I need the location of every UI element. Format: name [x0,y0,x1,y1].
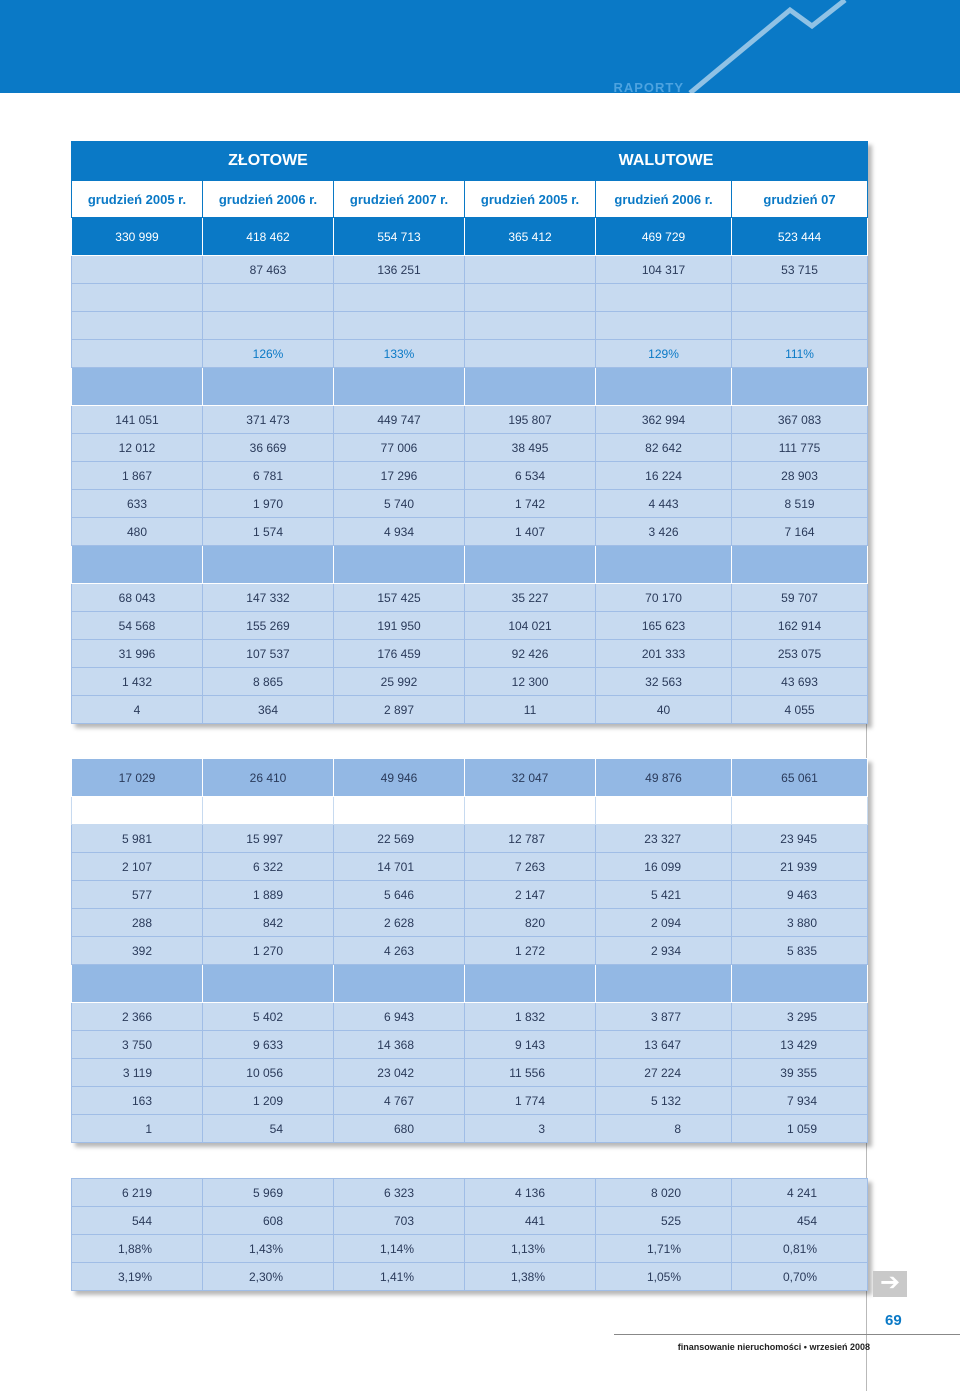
footer-divider [614,1334,960,1335]
table-cell: 8 519 [732,490,868,518]
table-cell: 4 241 [732,1179,868,1207]
table-cell: 3 295 [732,1003,868,1031]
table-cell: 608 [203,1207,334,1235]
table-cell: 8 [596,1115,732,1143]
table-cell: 126% [203,340,334,368]
table-cell: 1 574 [203,518,334,546]
table-cell: 16 099 [596,853,732,881]
table-cell: 5 646 [334,881,465,909]
table-row-blank [72,368,868,406]
table-cell: 454 [732,1207,868,1235]
table-cell [334,368,465,406]
table-cell: 133% [334,340,465,368]
table-cell [334,312,465,340]
table-cell: 5 402 [203,1003,334,1031]
table-cell: 23 327 [596,825,732,853]
table-cell: 3 426 [596,518,732,546]
table-row [72,462,868,490]
table-cell: 577 [72,881,203,909]
table-cell: grudzień 07 [732,181,868,218]
table-row [72,696,868,724]
table-cell: 525 [596,1207,732,1235]
table-cell: 65 061 [732,759,868,797]
table-cell: 1,43% [203,1235,334,1263]
table-cell: 147 332 [203,584,334,612]
table-cell: 2,30% [203,1263,334,1291]
table-cell: 129% [596,340,732,368]
table-row [72,490,868,518]
table-row [72,1059,868,1087]
table-cell: 5 132 [596,1087,732,1115]
table-cell [465,284,596,312]
table-cell: 5 835 [732,937,868,965]
table-cell: 162 914 [732,612,868,640]
table-row [72,1207,868,1235]
table-cell: 77 006 [334,434,465,462]
table-cell: 13 429 [732,1031,868,1059]
table-ratios [71,1178,868,1291]
table-cell: 9 463 [732,881,868,909]
table-cell: 680 [334,1115,465,1143]
table-row-blank [72,965,868,1003]
table-cell: 155 269 [203,612,334,640]
table-cell [203,368,334,406]
table-cell [596,546,732,584]
table-cell [465,965,596,1003]
table-cell: 16 224 [596,462,732,490]
table-cell: 27 224 [596,1059,732,1087]
table-row [72,1235,868,1263]
table-cell [596,312,732,340]
table-cell: grudzień 2006 r. [203,181,334,218]
table-row [72,406,868,434]
table-row-blank [72,797,868,825]
table-cell [72,284,203,312]
table-cell: 10 056 [203,1059,334,1087]
table-cell: 2 628 [334,909,465,937]
table-loans-main [71,141,868,724]
table-row [72,1031,868,1059]
table-cell [203,312,334,340]
table-cell: 6 322 [203,853,334,881]
table-row [72,340,868,368]
table-row [72,881,868,909]
table-cell: 82 642 [596,434,732,462]
table-cell: 1 209 [203,1087,334,1115]
table-cell: 5 421 [596,881,732,909]
table-cell: 136 251 [334,256,465,284]
table-cell [732,797,868,825]
table-cell [334,797,465,825]
table-cell [72,797,203,825]
table-cell: 70 170 [596,584,732,612]
table-cell: 104 317 [596,256,732,284]
table-cell: 3 877 [596,1003,732,1031]
table-cell: 49 876 [596,759,732,797]
table-cell: 26 410 [203,759,334,797]
table-cell: 54 [203,1115,334,1143]
table-cell: ZŁOTOWE [72,142,465,181]
table-cell: 441 [465,1207,596,1235]
table-cell: 2 934 [596,937,732,965]
table-cell: 39 355 [732,1059,868,1087]
table-cell [465,797,596,825]
table-cell: 6 219 [72,1179,203,1207]
table-cell: 111% [732,340,868,368]
table-cell [72,546,203,584]
table-row [72,584,868,612]
table-cell: 480 [72,518,203,546]
table-cell: 12 300 [465,668,596,696]
table-cell [334,965,465,1003]
table-cell: 87 463 [203,256,334,284]
table-cell: 7 263 [465,853,596,881]
table-cell: 3,19% [72,1263,203,1291]
table-cell: 9 633 [203,1031,334,1059]
table-cell: 163 [72,1087,203,1115]
table-cell: 1,05% [596,1263,732,1291]
table-cell: 1 774 [465,1087,596,1115]
table-cell [72,256,203,284]
table-cell: 1 832 [465,1003,596,1031]
header-band [0,0,960,93]
table-row [72,668,868,696]
table-cell: 32 047 [465,759,596,797]
table-cell [465,546,596,584]
table-cell: 38 495 [465,434,596,462]
table-cell: 11 556 [465,1059,596,1087]
table-row [72,853,868,881]
table-cell: 1 889 [203,881,334,909]
table-cell: 6 943 [334,1003,465,1031]
table-cell: 3 750 [72,1031,203,1059]
table-cell: 13 647 [596,1031,732,1059]
table-cell: 165 623 [596,612,732,640]
table-loans-second [71,758,868,1143]
table-cell: 4 136 [465,1179,596,1207]
table-cell: 554 713 [334,218,465,256]
table-cell: 6 781 [203,462,334,490]
table-cell: 4 767 [334,1087,465,1115]
table-cell [203,797,334,825]
table-cell [72,340,203,368]
table-cell: 3 119 [72,1059,203,1087]
section-label: RAPORTY [613,80,684,95]
table-cell: 288 [72,909,203,937]
table-cell: 392 [72,937,203,965]
table-cell [465,256,596,284]
table-cell: 449 747 [334,406,465,434]
table-cell: 5 969 [203,1179,334,1207]
table-cell: 68 043 [72,584,203,612]
table-row [72,759,868,797]
table-row [72,937,868,965]
table-row [72,434,868,462]
table-cell: 6 323 [334,1179,465,1207]
table-cell: 8 020 [596,1179,732,1207]
table-cell [465,368,596,406]
table-cell: 5 981 [72,825,203,853]
table-cell: 2 107 [72,853,203,881]
table-cell: 633 [72,490,203,518]
table-cell: 31 996 [72,640,203,668]
table-cell: grudzień 2005 r. [465,181,596,218]
table-row-blank [72,284,868,312]
table-cell: 141 051 [72,406,203,434]
table-cell: 23 945 [732,825,868,853]
table-cell: 54 568 [72,612,203,640]
table-cell: 1 407 [465,518,596,546]
page-number: 69 [885,1312,902,1329]
table-cell: 4 443 [596,490,732,518]
table-cell [203,546,334,584]
table-cell [465,340,596,368]
table-cell: 157 425 [334,584,465,612]
table-cell: 25 992 [334,668,465,696]
table-cell: 4 934 [334,518,465,546]
table-row [72,1115,868,1143]
table-cell: 418 462 [203,218,334,256]
table-cell [334,546,465,584]
table-cell: 53 715 [732,256,868,284]
arrow-right-icon: ➔ [879,1268,901,1296]
table-cell: 1 [72,1115,203,1143]
table-cell: 22 569 [334,825,465,853]
table-row [72,1003,868,1031]
table-cell: 36 669 [203,434,334,462]
table-cell [596,368,732,406]
table-cell: 107 537 [203,640,334,668]
table-cell: 2 897 [334,696,465,724]
table-row-blank [72,312,868,340]
table-cell: 1,14% [334,1235,465,1263]
table-cell: 330 999 [72,218,203,256]
table-cell: 2 094 [596,909,732,937]
table-row-blank [72,546,868,584]
table-cell: 2 147 [465,881,596,909]
table-cell: 49 946 [334,759,465,797]
table-row [72,1087,868,1115]
table-cell [596,284,732,312]
table-cell: 7 164 [732,518,868,546]
table-cell [203,284,334,312]
table-row [72,909,868,937]
table-cell: 23 042 [334,1059,465,1087]
table-cell: 195 807 [465,406,596,434]
table-cell: 7 934 [732,1087,868,1115]
table-cell: 371 473 [203,406,334,434]
table-cell: grudzień 2005 r. [72,181,203,218]
table-cell [732,546,868,584]
table-cell: 364 [203,696,334,724]
table-cell: 3 880 [732,909,868,937]
table-cell: grudzień 2006 r. [596,181,732,218]
table-cell: 1 742 [465,490,596,518]
table-cell: 15 997 [203,825,334,853]
table-cell [72,312,203,340]
table-cell: 12 012 [72,434,203,462]
table-cell: 111 775 [732,434,868,462]
table-cell: 5 740 [334,490,465,518]
table-cell: 1,13% [465,1235,596,1263]
table-cell: 3 [465,1115,596,1143]
table-cell: 1 270 [203,937,334,965]
table-cell: 191 950 [334,612,465,640]
table-cell: 1 059 [732,1115,868,1143]
table-cell: 28 903 [732,462,868,490]
table-cell [732,312,868,340]
table-cell [203,965,334,1003]
table-cell: 12 787 [465,825,596,853]
table-cell: 14 701 [334,853,465,881]
table-cell: 17 296 [334,462,465,490]
table-cell: 1 970 [203,490,334,518]
table-cell: 523 444 [732,218,868,256]
table-cell: 2 366 [72,1003,203,1031]
table-cell: 104 021 [465,612,596,640]
table-cell: 35 227 [465,584,596,612]
table-row [72,218,868,256]
table-cell [72,965,203,1003]
table-cell: 367 083 [732,406,868,434]
table-row [72,825,868,853]
table-cell: 842 [203,909,334,937]
table-row [72,1263,868,1291]
table-cell: 0,81% [732,1235,868,1263]
table-cell: 9 143 [465,1031,596,1059]
table-cell: 43 693 [732,668,868,696]
publication-footer: finansowanie nieruchomości • wrzesień 2008 [677,1342,870,1352]
table-cell [596,965,732,1003]
table-cell: 21 939 [732,853,868,881]
table-cell: 1 272 [465,937,596,965]
table-cell: 176 459 [334,640,465,668]
table-cell: 1,71% [596,1235,732,1263]
column-header-row [72,181,868,218]
table-cell: 703 [334,1207,465,1235]
table-cell [334,284,465,312]
next-page-button[interactable] [873,1268,907,1297]
table-cell [732,284,868,312]
table-cell: 1 867 [72,462,203,490]
table-row [72,1179,868,1207]
table-cell [465,312,596,340]
table-row [72,518,868,546]
table-cell: 201 333 [596,640,732,668]
table-cell [732,368,868,406]
table-cell: 544 [72,1207,203,1235]
table-cell: 1 432 [72,668,203,696]
table-row [72,640,868,668]
table-cell [72,368,203,406]
table-cell: 59 707 [732,584,868,612]
table-cell [596,797,732,825]
table-cell: WALUTOWE [465,142,868,181]
table-cell: 0,70% [732,1263,868,1291]
table-cell: 32 563 [596,668,732,696]
table-cell [732,965,868,1003]
table-cell: 365 412 [465,218,596,256]
table-cell: 6 534 [465,462,596,490]
table-cell: grudzień 2007 r. [334,181,465,218]
table-cell: 4 [72,696,203,724]
table-cell: 362 994 [596,406,732,434]
table-cell: 11 [465,696,596,724]
table-cell: 1,88% [72,1235,203,1263]
table-row [72,256,868,284]
table-row [72,612,868,640]
table-cell: 17 029 [72,759,203,797]
table-cell: 1,41% [334,1263,465,1291]
table-cell: 14 368 [334,1031,465,1059]
table-cell: 92 426 [465,640,596,668]
group-header-row [72,142,868,181]
trend-line-graphic [0,0,960,93]
table-cell: 4 263 [334,937,465,965]
table-cell: 1,38% [465,1263,596,1291]
table-cell: 469 729 [596,218,732,256]
table-cell: 4 055 [732,696,868,724]
table-cell: 820 [465,909,596,937]
table-cell: 40 [596,696,732,724]
table-cell: 8 865 [203,668,334,696]
table-cell: 253 075 [732,640,868,668]
